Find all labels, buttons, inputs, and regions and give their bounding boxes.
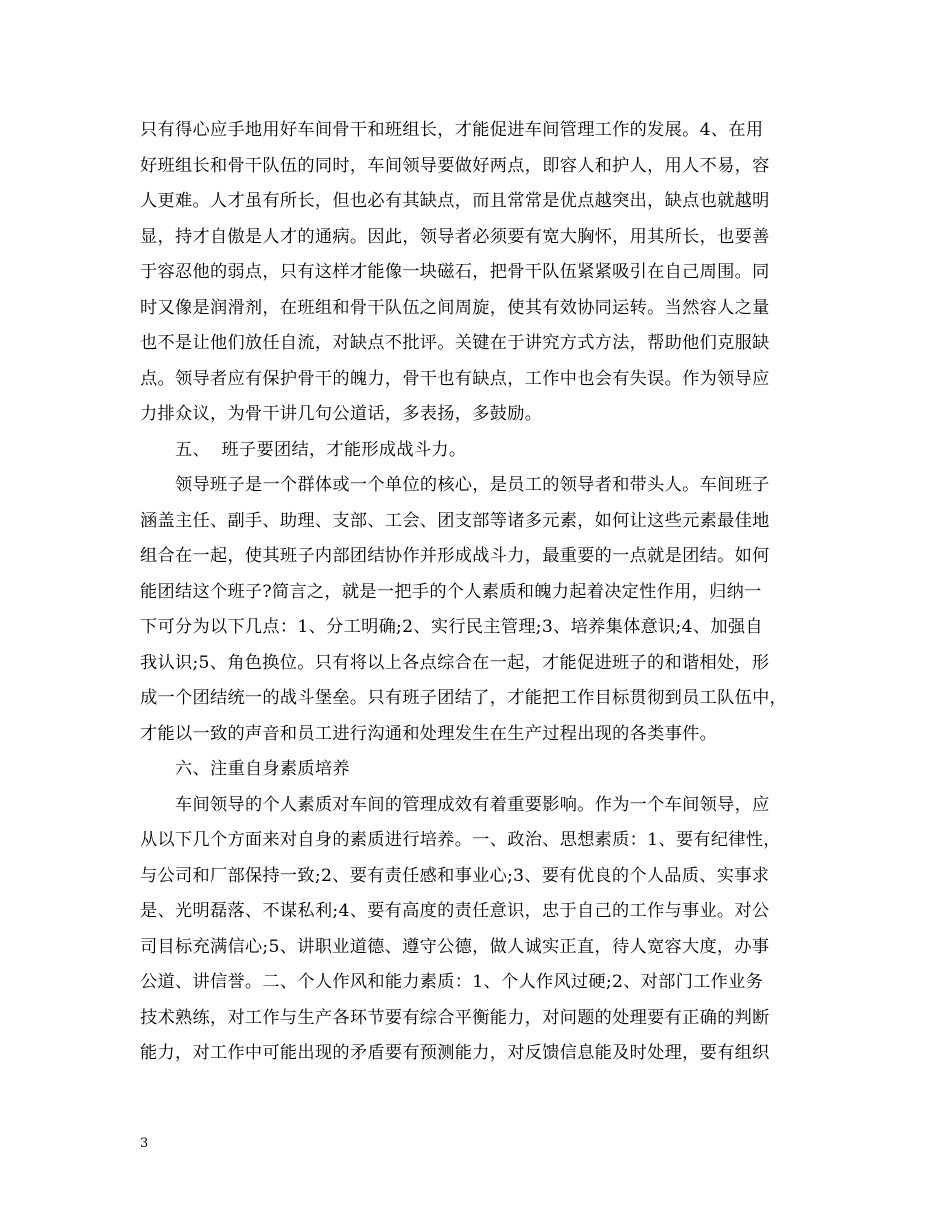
text-line: 也不是让他们放任自流，对缺点不批评。关键在于讲究方式方法，帮助他们克服缺 (140, 333, 770, 353)
paragraph-self-quality (140, 788, 812, 1072)
text-line: 成一个团结统一的战斗堡垒。只有班子团结了，才能把工作目标贯彻到员工队伍中， (140, 688, 788, 708)
paragraph-talent-management (140, 113, 812, 433)
text-line: 下可分为以下几点：1、分工明确;2、实行民主管理;3、培养集体意识;4、加强自 (140, 617, 763, 637)
text-line: 能团结这个班子?简言之，就是一把手的个人素质和魄力起着决定性作用，归纳一 (140, 581, 762, 602)
text-line: 才能以一致的声音和员工进行沟通和处理发生在生产过程出现的各类事件。 (140, 723, 718, 744)
text-line: 领导班子是一个群体或一个单位的核心，是员工的领导者和带头人。车间班子 (175, 475, 770, 495)
text-line: 人更难。人才虽有所长，但也必有其缺点，而且常常是优点越突出，缺点也就越明 (140, 191, 770, 211)
text-line: 点。领导者应有保护骨干的魄力，骨干也有缺点，工作中也会有失误。作为领导应 (140, 368, 770, 389)
text-line: 从以下几个方面来对自身的素质进行培养。一、政治、思想素质：1、要有纪律性， (140, 830, 781, 850)
section-heading-six: 六、注重自身素质培养 (175, 759, 350, 779)
text-line: 好班组长和骨干队伍的同时，车间领导要做好两点，即容人和护人，用人不易，容 (140, 155, 770, 176)
text-line: 我认识;5、角色换位。只有将以上各点综合在一起，才能促进班子的和谐相处，形 (140, 652, 770, 673)
text-line: 与公司和厂部保持一致;2、要有责任感和事业心;3、要有优良的个人品质、实事求 (140, 865, 770, 886)
text-line: 于容忍他的弱点，只有这样才能像一块磁石，把骨干队伍紧紧吸引在自己周围。同 (140, 262, 770, 282)
text-line: 涵盖主任、副手、助理、支部、工会、团支部等诸多元素，如何让这些元素最佳地 (140, 510, 770, 531)
section-heading-five: 五、 班子要团结，才能形成战斗力。 (175, 439, 467, 460)
text-line: 能力，对工作中可能出现的矛盾要有预测能力，对反馈信息能及时处理，要有组织 (140, 1043, 770, 1063)
text-line: 是、光明磊落、不谋私利;4、要有高度的责任意识，忠于自己的工作与事业。对公 (140, 901, 770, 921)
text-line: 组合在一起，使其班子内部团结协作并形成战斗力，最重要的一点就是团结。如何 (140, 546, 770, 566)
text-line: 车间领导的个人素质对车间的管理成效有着重要影响。作为一个车间领导，应 (175, 794, 770, 815)
text-line: 时又像是润滑剂，在班组和骨干队伍之间周旋，使其有效协同运转。当然容人之量 (140, 297, 770, 318)
text-line: 司目标充满信心;5、讲职业道德、遵守公德，做人诚实正直，待人宽容大度，办事 (140, 936, 770, 957)
text-line: 技术熟练，对工作与生产各环节要有综合平衡能力，对问题的处理要有正确的判断 (140, 1007, 770, 1028)
text-line: 显，持才自傲是人才的通病。因此，领导者必须要有宽大胸怀，用其所长，也要善 (140, 226, 770, 247)
document-body (140, 113, 812, 1072)
text-line: 公道、讲信誉。二、个人作风和能力素质：1、个人作风过硬;2、对部门工作业务 (140, 972, 764, 992)
page-number: 3 (140, 1136, 149, 1151)
paragraph-team-unity (140, 468, 812, 752)
text-line: 只有得心应手地用好车间骨干和班组长，才能促进车间管理工作的发展。4、在用 (140, 120, 764, 140)
text-line: 力排众议，为骨干讲几句公道话，多表扬，多鼓励。 (140, 404, 543, 424)
